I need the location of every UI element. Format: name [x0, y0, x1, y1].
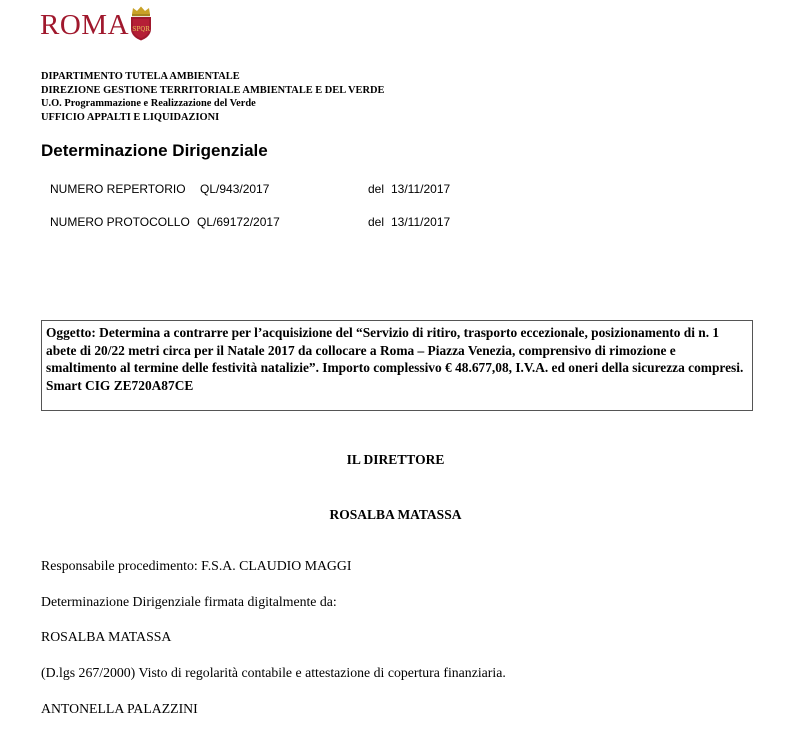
- department-line: DIREZIONE GESTIONE TERRITORIALE AMBIENTALE E DEL VERDE: [41, 84, 385, 96]
- department-line: U.O. Programmazione e Realizzazione del Verde: [41, 98, 256, 109]
- registry-del: del: [368, 215, 385, 229]
- responsabile-line: Responsabile procedimento: F.S.A. CLAUDIO MAGGI: [41, 558, 352, 573]
- registry-number: QL/943/2017: [200, 182, 270, 196]
- director-heading: IL DIRETTORE: [346, 452, 445, 467]
- visto-line: (D.lgs 267/2000) Visto di regolarità contabile e attestazione di copertura finanziaria.: [41, 665, 506, 680]
- visto-signer-name: ANTONELLA PALAZZINI: [41, 701, 198, 716]
- registry-label: NUMERO PROTOCOLLO: [50, 215, 190, 229]
- department-header: [41, 70, 384, 124]
- registry-del: del: [368, 182, 385, 196]
- department-line: DIPARTIMENTO TUTELA AMBIENTALE: [41, 71, 240, 82]
- signer-name: ROSALBA MATASSA: [41, 629, 172, 644]
- document-title: Determinazione Dirigenziale: [41, 141, 268, 160]
- registry-number: QL/69172/2017: [197, 215, 280, 229]
- oggetto-box: Oggetto: Determina a contrarre per l’acquisizione del “Servizio di ritiro, trasporto eccezionale, posizionamento di n. 1 abete di 20/22 metri circa per il Natale 2017 da collocare a Roma – Piazza Venezia, comprensivo di rimozione e smaltimento al termine delle festività natalizie”. Importo complessivo € 48.677,08, I.V.A. ed oneri della sicurezza compresi. Smart CIG ZE720A87CE: [41, 320, 753, 411]
- director-name: ROSALBA MATASSA: [329, 507, 462, 522]
- department-line: UFFICIO APPALTI E LIQUIDAZIONI: [41, 111, 220, 123]
- roma-shield-icon: [128, 6, 154, 41]
- roma-logo-text: ROMA: [40, 9, 130, 41]
- registry-date: 13/11/2017: [391, 182, 451, 196]
- registry-row-repertorio: [50, 182, 490, 198]
- svg-text:SPQR: SPQR: [132, 26, 150, 33]
- registry-date: 13/11/2017: [391, 215, 451, 229]
- firmata-line: Determinazione Dirigenziale firmata digitalmente da:: [41, 594, 337, 609]
- registry-row-protocollo: [50, 215, 490, 231]
- registry-label: NUMERO REPERTORIO: [50, 182, 186, 196]
